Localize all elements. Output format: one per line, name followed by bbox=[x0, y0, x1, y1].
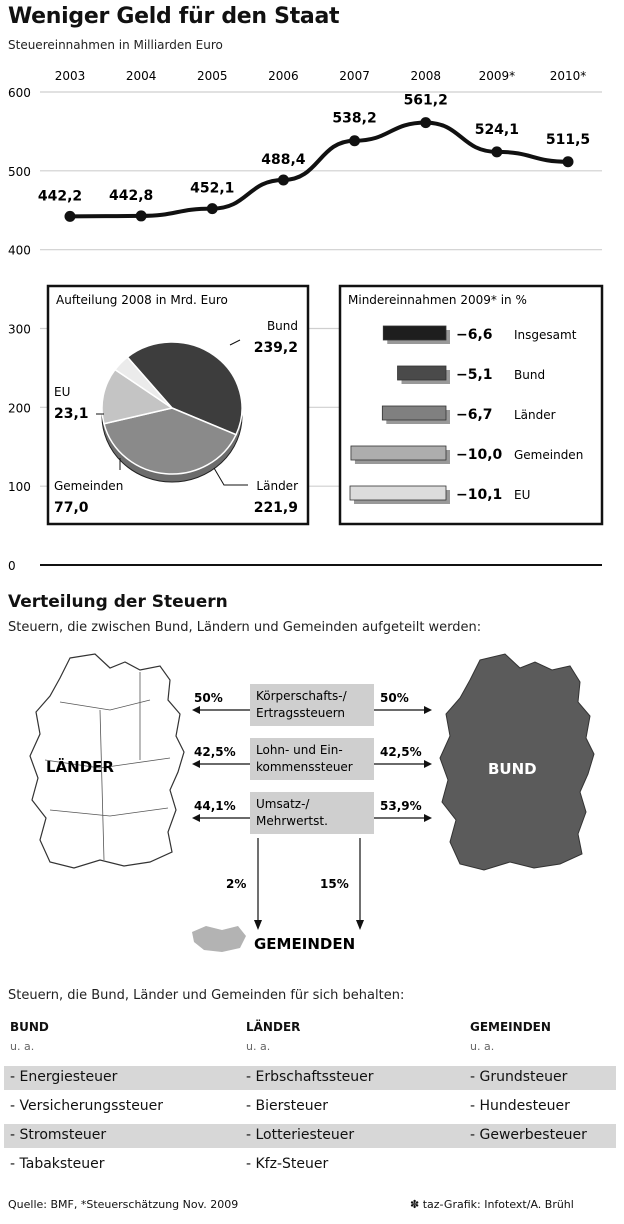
table-cell: - Erbschaftssteuer bbox=[246, 1069, 374, 1085]
table-cell: - Stromsteuer bbox=[10, 1127, 107, 1143]
pie-label: 221,9 bbox=[253, 500, 298, 516]
bund-share: 50% bbox=[380, 691, 409, 705]
x-tick-label: 2008 bbox=[410, 69, 441, 83]
pie-chart bbox=[102, 342, 242, 482]
y-tick-label: 400 bbox=[8, 243, 31, 258]
tax-box-line2: Mehrwertst. bbox=[256, 814, 328, 828]
tax-box-line1: Körperschafts-/ bbox=[256, 689, 347, 703]
column-head: BUND bbox=[10, 1020, 49, 1034]
y-tick-label: 0 bbox=[8, 559, 16, 573]
table-row bbox=[4, 1095, 616, 1119]
y-tick-label: 300 bbox=[8, 322, 31, 337]
table-cell: - Lotteriesteuer bbox=[246, 1127, 355, 1143]
bar-category: Länder bbox=[514, 408, 556, 422]
laender-share: 50% bbox=[194, 691, 223, 705]
bund-share: 42,5% bbox=[380, 745, 422, 759]
pie-title: Aufteilung 2008 in Mrd. Euro bbox=[56, 293, 228, 307]
y-tick-label: 100 bbox=[8, 480, 31, 495]
x-tick-label: 2009* bbox=[478, 69, 516, 83]
x-tick-label: 2006 bbox=[268, 69, 299, 83]
data-point bbox=[136, 210, 147, 221]
bar-eu bbox=[350, 486, 446, 500]
tax-box-line1: Umsatz-/ bbox=[256, 797, 310, 811]
distribution-subtitle: Steuern, die zwischen Bund, Ländern und Gemeinden aufgeteilt werden: bbox=[8, 620, 482, 635]
tax-box-line2: kommenssteuer bbox=[256, 760, 353, 774]
x-tick-label: 2004 bbox=[125, 69, 157, 83]
table-row bbox=[4, 1153, 616, 1177]
tax-box-line2: Ertragssteuern bbox=[256, 706, 346, 720]
y-tick-label: 600 bbox=[8, 86, 31, 100]
data-point bbox=[278, 174, 289, 185]
chart-title: Weniger Geld für den Staat bbox=[8, 4, 340, 29]
bar-category: Gemeinden bbox=[514, 448, 584, 462]
y-tick-label: 200 bbox=[8, 401, 31, 416]
data-label: 452,1 bbox=[190, 180, 235, 197]
gemeinden-label: GEMEINDEN bbox=[254, 935, 356, 953]
bar-category: Bund bbox=[514, 368, 546, 382]
data-label: 488,4 bbox=[261, 151, 306, 168]
bar-value: −6,7 bbox=[456, 407, 493, 423]
table-cell: - Grundsteuer bbox=[470, 1069, 568, 1085]
table-cell: - Gewerbesteuer bbox=[470, 1127, 587, 1143]
bar-gemeinden bbox=[351, 446, 446, 460]
pie-label: 239,2 bbox=[253, 340, 298, 356]
chart-subtitle: Steuereinnahmen in Milliarden Euro bbox=[8, 38, 223, 52]
bar-value: −10,0 bbox=[456, 447, 503, 463]
credit-note bbox=[410, 1198, 574, 1211]
table-cell: - Versicherungssteuer bbox=[10, 1098, 164, 1114]
x-tick-label: 2003 bbox=[54, 69, 86, 83]
bar-value: −10,1 bbox=[456, 487, 503, 503]
x-tick-label: 2007 bbox=[339, 69, 370, 83]
pie-label: Länder bbox=[256, 479, 298, 493]
bar-value: −6,6 bbox=[456, 327, 493, 343]
distribution-title: Verteilung der Steuern bbox=[8, 592, 228, 612]
data-label: 524,1 bbox=[474, 121, 520, 138]
data-label: 538,2 bbox=[332, 110, 377, 127]
pie-label: 77,0 bbox=[54, 500, 89, 516]
x-tick-label: 2010* bbox=[549, 69, 587, 83]
data-label: 511,5 bbox=[545, 131, 591, 148]
data-label: 442,8 bbox=[108, 187, 154, 204]
laender-share: 42,5% bbox=[194, 745, 236, 759]
x-axis bbox=[55, 69, 587, 83]
bar-title: Mindereinnahmen 2009* in % bbox=[348, 293, 527, 307]
column-sub: u. a. bbox=[246, 1040, 271, 1053]
bar-category: Insgesamt bbox=[514, 328, 577, 342]
data-label: 442,2 bbox=[37, 188, 83, 205]
pie-label: Bund bbox=[266, 319, 298, 333]
line-series bbox=[38, 93, 590, 222]
laender-share: 44,1% bbox=[194, 799, 236, 813]
data-point bbox=[563, 156, 574, 167]
gemeinden-share-2: 15% bbox=[320, 877, 349, 891]
source-note: Quelle: BMF, *Steuerschätzung Nov. 2009 bbox=[8, 1198, 239, 1211]
y-tick-label: 500 bbox=[8, 164, 31, 179]
data-point bbox=[491, 146, 502, 157]
gemeinden-share-1: 2% bbox=[226, 877, 247, 891]
bar-value: −5,1 bbox=[456, 367, 493, 383]
table-row bbox=[4, 1066, 616, 1090]
tax-box-line1: Lohn- und Ein- bbox=[256, 743, 343, 757]
column-sub: u. a. bbox=[10, 1040, 35, 1053]
tax-flow bbox=[192, 684, 432, 834]
pie-label: 23,1 bbox=[54, 406, 89, 422]
column-head: LÄNDER bbox=[246, 1020, 301, 1034]
laender-label: LÄNDER bbox=[46, 758, 114, 776]
x-tick-label: 2005 bbox=[197, 69, 228, 83]
gemeinden-map bbox=[192, 926, 246, 952]
data-point bbox=[420, 117, 431, 128]
credit-text: taz-Grafik: Infotext/A. Brühl bbox=[422, 1198, 574, 1211]
table-cell: - Tabaksteuer bbox=[10, 1156, 105, 1172]
bund-label: BUND bbox=[488, 760, 537, 778]
data-point bbox=[207, 203, 218, 214]
tax-revenue-line-chart bbox=[0, 0, 624, 600]
pie-label: EU bbox=[54, 385, 71, 399]
bar-category: EU bbox=[514, 488, 531, 502]
table-row bbox=[4, 1124, 616, 1148]
table-cell: - Kfz-Steuer bbox=[246, 1156, 329, 1172]
bar-insgesamt bbox=[383, 326, 446, 340]
table-cell: - Hundesteuer bbox=[470, 1098, 570, 1114]
column-head: GEMEINDEN bbox=[470, 1020, 551, 1034]
column-sub: u. a. bbox=[470, 1040, 495, 1053]
data-label: 561,2 bbox=[403, 92, 448, 109]
table-cell: - Energiesteuer bbox=[10, 1069, 118, 1085]
data-point bbox=[65, 211, 76, 222]
table-cell: - Biersteuer bbox=[246, 1098, 329, 1114]
bund-share: 53,9% bbox=[380, 799, 422, 813]
data-point bbox=[349, 135, 360, 146]
pie-label: Gemeinden bbox=[54, 479, 124, 493]
distribution-diagram bbox=[0, 640, 624, 970]
own-taxes-title: Steuern, die Bund, Länder und Gemeinden für sich behalten: bbox=[8, 988, 405, 1003]
bar-länder bbox=[382, 406, 446, 420]
bar-bund bbox=[398, 366, 446, 380]
taz-logo-icon: ✽ bbox=[410, 1198, 420, 1211]
